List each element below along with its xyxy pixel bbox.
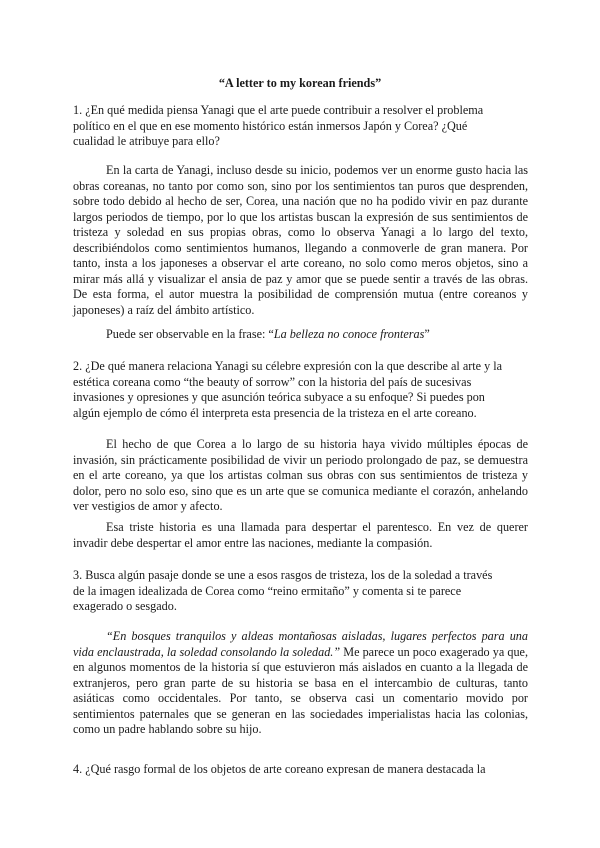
answer-1-paragraph: En la carta de Yanagi, incluso desde su inicio, podemos ver un enorme gusto hacia las obras coreanas, no tanto por como son, sino por los sentimientos tan puros que desprenden, sobre todo debido al hecho de ser, Corea, una nación que no ha podido vivir en paz durante largos periodos de tiempo, por lo que los artistas buscan la expresión de sus sentimientos de tristeza y soledad en sus propias obras, como lo observa Yanagi a lo largo del texto, describiéndolos como sentimientos humanos, llegando a conmoverle de gran manera. Por tanto, insta a los japoneses a observar el arte coreano, no solo como meros objetos, sino a mirar más allá y visualizar el ansia de paz y amor que se puede sentir a través de las obras. De esta forma, el autor muestra la posibilidad de comprensión mutua (entre coreanos y japoneses) a raíz del ámbito artístico.	[73, 163, 528, 317]
document-title: “A letter to my korean friends”	[218, 76, 382, 90]
answer-3-quote: “En bosques tranquilos y aldeas montañosas aisladas, lugares perfectos para una vida enclaustrada, la soledad consolando la soledad.”	[73, 629, 528, 659]
answer-1-quote-intro: Puede ser observable en la frase: “	[106, 327, 274, 341]
question-2	[73, 359, 503, 421]
question-1-line: 1. ¿En qué medida piensa Yanagi que el arte puede contribuir a resolver el problema	[73, 103, 484, 117]
question-1-line: cualidad le atribuye para ello?	[73, 134, 220, 149]
question-1	[73, 103, 503, 150]
answer-2-paragraph-1: El hecho de que Corea a lo largo de su historia haya vivido múltiples épocas de invasión, sin prácticamente posibilidad de vivir un periodo prolongado de paz, se demuestra en el arte coreano, ya que los artistas colman sus obras con sus sentimientos de tristeza y dolor, pero no solo eso, sino que es un arte que se comunica mediante el corazón, anhelando ver vestigios de amor y afecto.	[73, 437, 528, 513]
question-3-line: de la imagen idealizada de Corea como “reino ermitaño” y comenta si te parece	[73, 583, 462, 598]
answer-3-paragraph	[73, 629, 528, 738]
answer-1-quote-line	[106, 327, 561, 343]
question-3	[73, 568, 503, 615]
question-2-line: invasiones y opresiones y que asunción teórica subyace a su enfoque? Si puedes pon	[73, 390, 485, 405]
answer-1-quote: La belleza no conoce fronteras	[273, 327, 425, 341]
question-3-line: exagerado o sesgado.	[73, 599, 177, 614]
question-2-line: algún ejemplo de cómo él interpreta esta presencia de la tristeza en el arte coreano.	[73, 405, 477, 420]
answer-3-comment: Me parece un poco exagerado ya que, en algunos momentos de la historia sí que estuvieron más aislados en cuanto a la llegada de extranjeros, pero gran parte de su historia se basa en el intercambio de culturas, tanto asiáticas como occidentales. Por tanto, se observa casi un comentario movido por sentimientos paternales que se generan en las sociedades imperialistas hacia las colonias, como un padre hablando sobre su hijo.	[73, 644, 528, 736]
question-3-line: 3. Busca algún pasaje donde se une a esos rasgos de tristeza, los de la soledad a través	[73, 568, 493, 582]
answer-1-quote-close: ”	[424, 327, 430, 341]
question-1-line: político en el que en ese momento histórico están inmersos Japón y Corea? ¿Qué	[73, 118, 468, 133]
answer-2-paragraph-2: Esa triste historia es una llamada para despertar el parentesco. En vez de querer invadir debe despertar el amor entre las naciones, mediante la compasión.	[73, 520, 528, 550]
question-4	[73, 762, 503, 778]
question-2-line: estética coreana como “the beauty of sorrow” con la historia del país de sucesivas	[73, 374, 472, 389]
question-2-line: 2. ¿De qué manera relaciona Yanagi su célebre expresión con la que describe al arte y la	[73, 359, 503, 373]
question-4-line: 4. ¿Qué rasgo formal de los objetos de arte coreano expresan de manera destacada la	[73, 762, 486, 776]
